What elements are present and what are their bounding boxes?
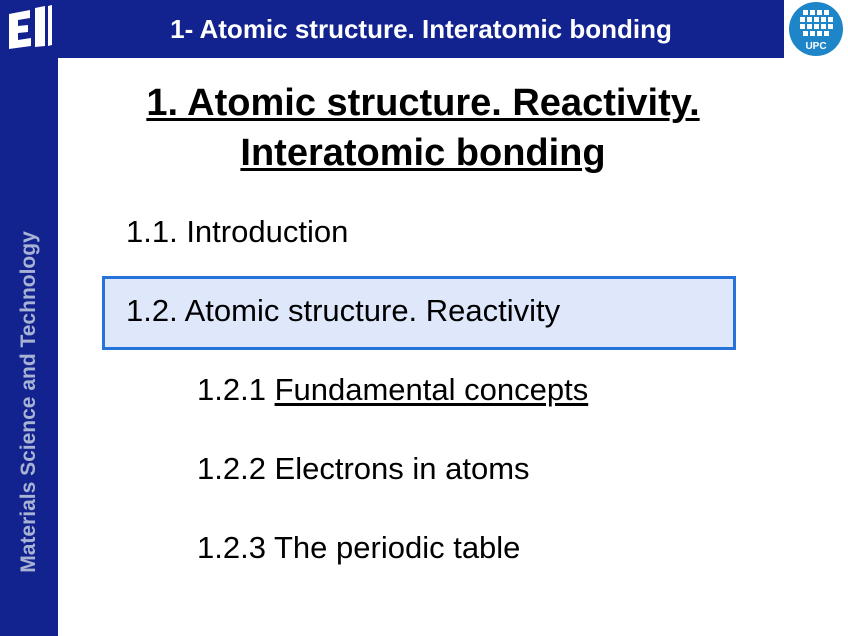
sidebar-course-title: Materials Science and Technology	[17, 231, 40, 573]
header-title: 1- Atomic structure. Interatomic bonding	[58, 0, 784, 58]
slide-heading	[58, 78, 788, 178]
ei-logo	[0, 0, 58, 58]
sidebar	[0, 58, 58, 636]
fundamental-concepts-link[interactable]: Fundamental concepts	[274, 372, 589, 407]
upc-logo-text: UPC	[805, 41, 827, 52]
outline-subitem-fundamental-concepts	[197, 372, 588, 408]
outline-subitem-periodic-table: 1.2.3 The periodic table	[197, 530, 521, 565]
outline-item-introduction: 1.1. Introduction	[126, 214, 349, 249]
ei-logo-icon	[0, 0, 58, 58]
outline-item-atomic-structure: 1.2. Atomic structure. Reactivity	[126, 293, 561, 328]
slide-heading-line1: 1. Atomic structure. Reactivity.	[146, 82, 700, 124]
outline-subitem-electrons: 1.2.2 Electrons in atoms	[197, 451, 530, 486]
upc-logo	[786, 0, 848, 58]
slide-heading-line2: Interatomic bonding	[240, 132, 606, 174]
header-bar	[0, 0, 848, 58]
upc-logo-icon	[786, 0, 848, 58]
subitem-number: 1.2.1	[197, 372, 275, 407]
